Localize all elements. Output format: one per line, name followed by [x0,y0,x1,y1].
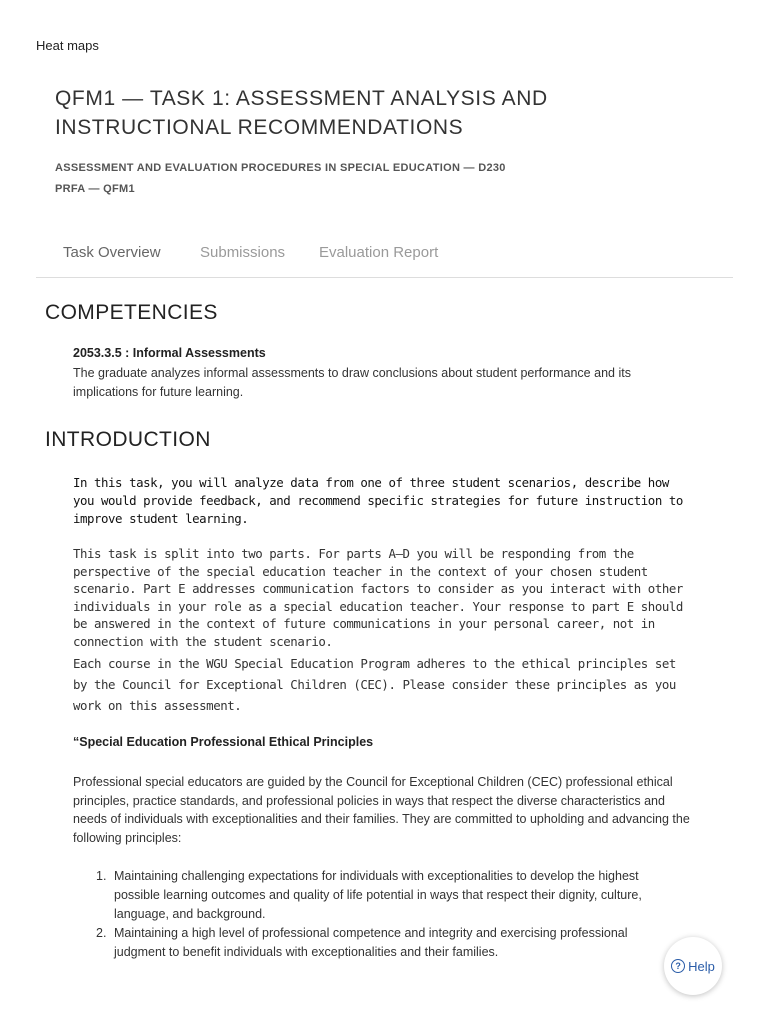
course-name: ASSESSMENT AND EVALUATION PROCEDURES IN SPECIAL EDUCATION — D230 [55,162,506,174]
introduction-paragraph-cec: Each course in the WGU Special Education Program adheres to the ethical principles set by the Council for Exceptional Children (CEC). Please consider these principles as you work on this assessment. [73,656,676,713]
list-item-text: Maintaining a high level of professional competence and integrity and exercising professional judgment to benefit individuals with exceptionalities and their families. [114,926,628,959]
question-circle-icon: ? [671,959,685,973]
competency-description: The graduate analyzes informal assessments to draw conclusions about student performance and its implications for future learning. [73,366,631,399]
tab-task-overview[interactable]: Task Overview [63,244,161,261]
list-item [96,867,676,924]
competency-title: 2053.3.5 : Informal Assessments [73,346,266,360]
tab-submissions[interactable]: Submissions [200,244,286,261]
principles-title: “Special Education Professional Ethical Principles [73,735,374,749]
task-tabs [36,236,733,278]
introduction-paragraph-parts: This task is split into two parts. For parts A–D you will be responding from the perspective of the special education teacher in the context of your chosen student scenario. Part E addresses communication factors to consider as you interact with other individuals in your role as a special education teacher. Your response to part E should be answered in the context of future communications in your personal career, not in connection with the student scenario. [73,546,683,649]
tab-evaluation-report[interactable]: Evaluation Report [319,244,439,261]
list-item-text: Maintaining challenging expectations for individuals with exceptionalities to develop the highest possible learning outcomes and quality of life potential in ways that respect their dignity, culture, language, and background. [114,869,642,921]
introduction-lead: In this task, you will analyze data from one of three student scenarios, describe how you would provide feedback, and recommend specific strategies for future instruction to improve student learning. [73,475,683,526]
course-code: PRFA — QFM1 [55,183,135,195]
principles-list [96,867,676,962]
introduction-heading: INTRODUCTION [45,428,211,451]
heat-maps-link[interactable]: Heat maps [36,38,99,53]
competencies-heading: COMPETENCIES [45,301,218,324]
list-item-number: 2. [96,926,107,940]
help-label: Help [688,958,715,974]
list-item [96,924,676,962]
page-title: QFM1 — TASK 1: ASSESSMENT ANALYSIS AND INSTRUCTIONAL RECOMMENDATIONS [55,87,548,139]
help-button[interactable] [664,937,722,995]
list-item-number: 1. [96,869,107,883]
principles-body: Professional special educators are guided by the Council for Exceptional Children (CEC) professional ethical principles, practice standards, and professional policies in ways that respect the diverse characteristics and needs of individuals with exceptionalities and their families. They are committed to upholding and advancing the following principles: [73,775,690,845]
